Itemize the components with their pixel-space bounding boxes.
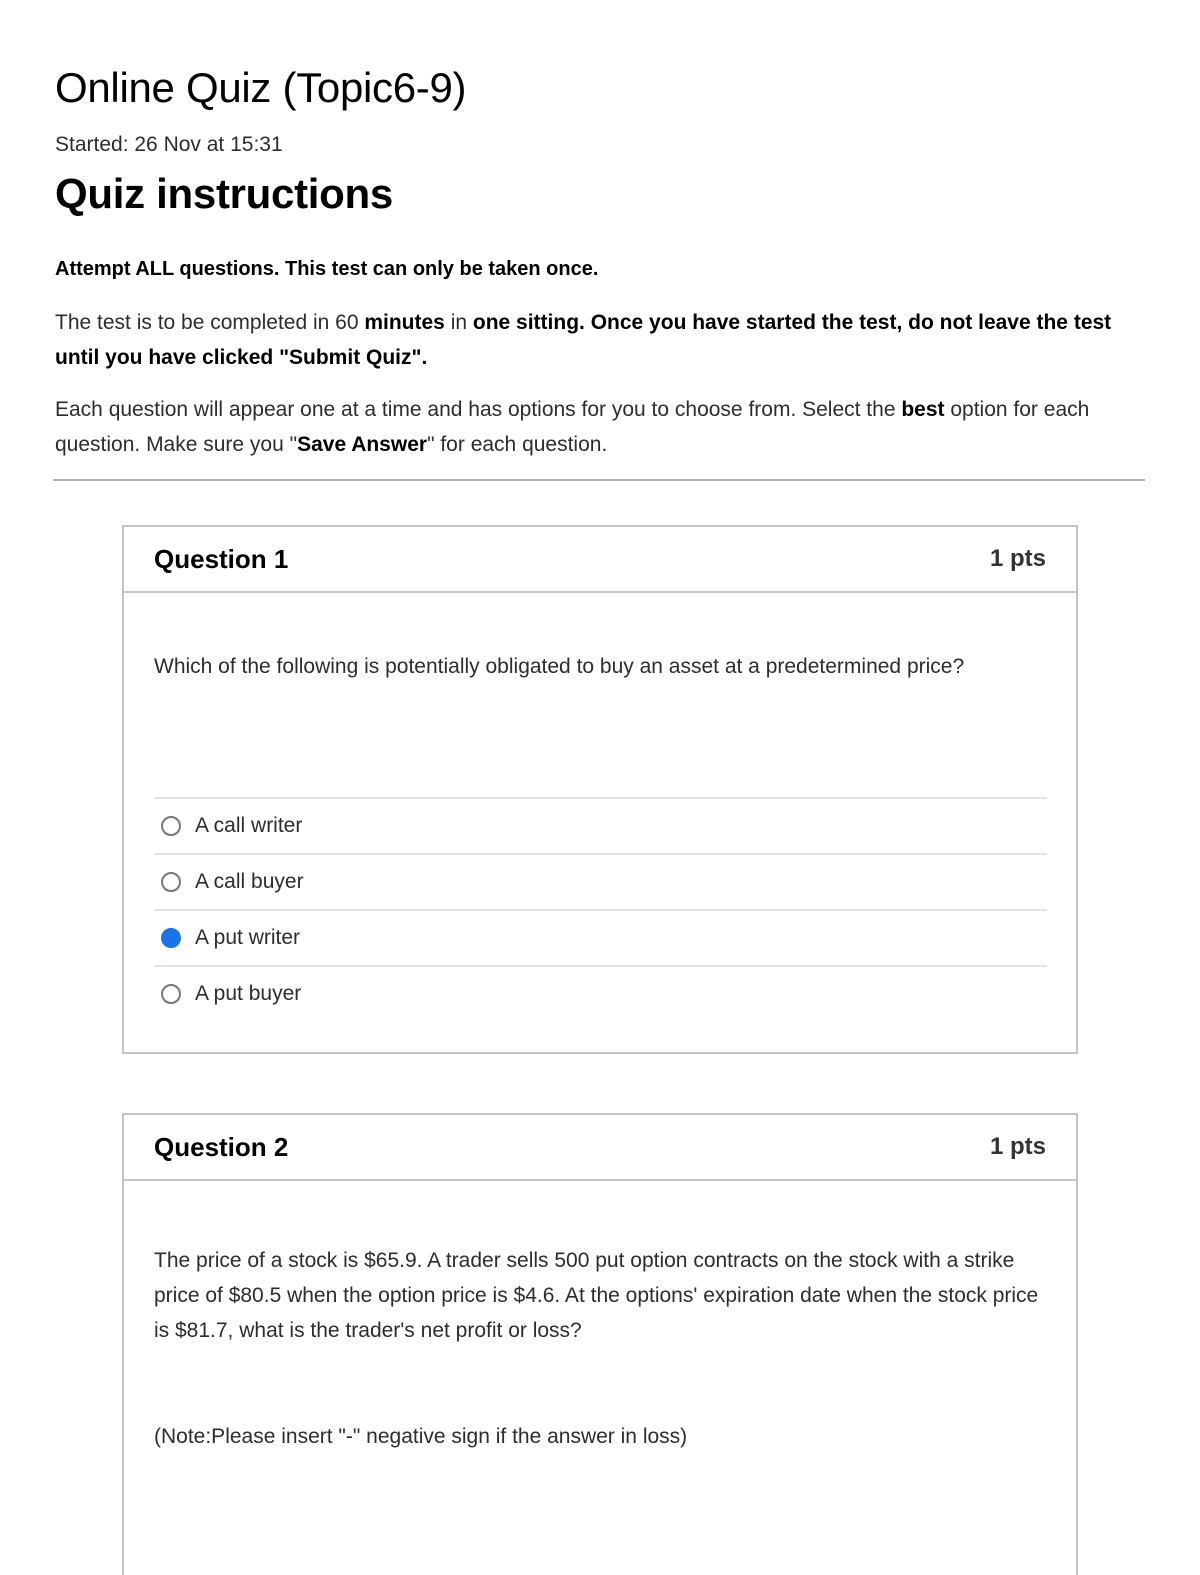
question-header <box>124 527 1076 593</box>
answer-label[interactable]: A put buyer <box>195 982 302 1005</box>
instructions-text: in <box>444 311 473 334</box>
instructions-text: option for each question. Make sure you " <box>55 398 1090 456</box>
instructions-emphasis: best <box>901 398 945 421</box>
answer-label[interactable]: A put writer <box>195 926 301 949</box>
instructions-answering <box>55 392 1145 462</box>
started-timestamp: Started: 26 Nov at 15:31 <box>55 133 283 156</box>
answer-option[interactable] <box>154 909 1047 965</box>
radio-unchecked-icon[interactable] <box>161 984 181 1004</box>
answer-list <box>154 797 1047 1021</box>
instructions-text: " for each question. <box>427 433 608 456</box>
question-text: Which of the following is potentially obligated to buy an asset at a predetermined price? <box>154 655 965 678</box>
radio-unchecked-icon[interactable] <box>161 872 181 892</box>
instructions-text: The test is to be completed in 60 <box>55 311 365 334</box>
page-title: Online Quiz (Topic6-9) <box>55 64 467 111</box>
answer-label[interactable]: A call buyer <box>195 870 304 893</box>
question-number: Question 2 <box>154 1131 289 1162</box>
instructions-heading: Quiz instructions <box>55 170 393 217</box>
question-card-1 <box>122 525 1078 1054</box>
question-text: The price of a stock is $65.9. A trader sells 500 put option contracts on the stock with a strike price of $80.5 when the option price is $4.6. At the options' expiration date when the stock price is $81.7, what is the trader's net profit or loss? <box>154 1249 1039 1342</box>
question-number: Question 1 <box>154 543 289 574</box>
radio-unchecked-icon[interactable] <box>161 816 181 836</box>
question-points: 1 pts <box>989 545 1046 572</box>
answer-label[interactable]: A call writer <box>195 814 303 837</box>
instructions-emphasis: one sitting. Once you have started the test, do not leave the test until you have clicked "Submit Quiz". <box>55 311 1112 369</box>
instructions-emphasis: minutes <box>364 311 445 334</box>
instructions-text: Each question will appear one at a time and has options for you to choose from. Select the <box>55 398 902 421</box>
radio-checked-icon[interactable] <box>161 928 181 948</box>
answer-option[interactable] <box>154 965 1047 1021</box>
question-points: 1 pts <box>989 1133 1046 1160</box>
answer-option[interactable] <box>154 797 1047 853</box>
question-header <box>124 1115 1076 1181</box>
question-note: (Note:Please insert "-" negative sign if the answer in loss) <box>154 1425 688 1448</box>
instructions-emphasis: Save Answer <box>297 433 428 456</box>
section-divider <box>53 479 1145 481</box>
answer-option[interactable] <box>154 853 1047 909</box>
question-card-2 <box>122 1113 1078 1575</box>
instructions-time-limit <box>55 305 1145 375</box>
instructions-attempt-all: Attempt ALL questions. This test can only be taken once. <box>55 258 599 280</box>
